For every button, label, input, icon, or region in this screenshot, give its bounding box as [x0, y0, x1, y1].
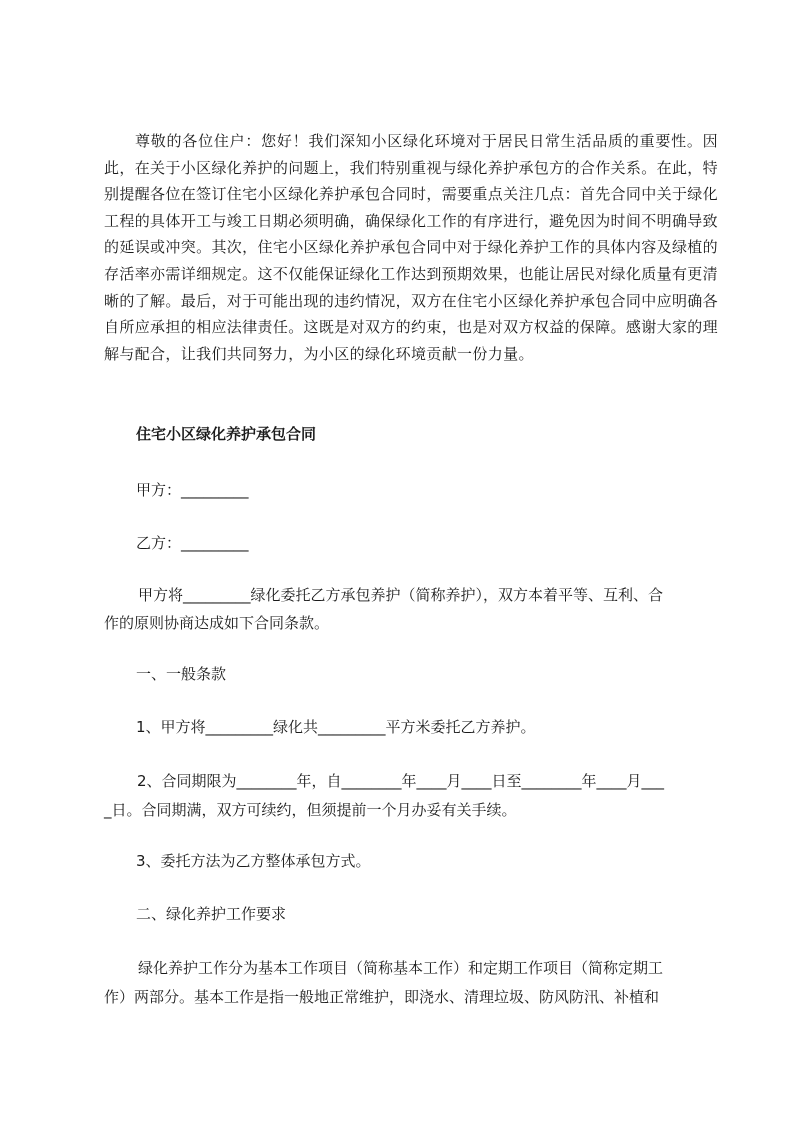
contract-title: 住宅小区绿化养护承包合同 [136, 425, 317, 443]
preamble-line-2: 作的原则协商达成如下合同条款。 [104, 614, 330, 632]
section-2-line-2: 作）两部分。基本工作是指一般地正常维护，即浇水、清理垃圾、防风防汛、补植和 [104, 988, 660, 1006]
clause-1: 1、甲方将_________绿化共_________平方米委托乙方养护。 [136, 718, 536, 736]
section-2-line-1: 绿化养护工作分为基本工作项目（简称基本工作）和定期工作项目（简称定期工 [138, 959, 664, 977]
party-b-field: 乙方：_________ [136, 534, 249, 552]
section-1-heading: 一、一般条款 [136, 665, 227, 683]
intro-paragraph: 尊敬的各位住户：您好！我们深知小区绿化环境对于居民日常生活品质的重要性。因此，在关于小区绿化养护的问题上，我们特别重视与绿化养护承包方的合作关系。在此，特别提醒各位在签订住宅小区绿化养护承包合同时，需要重点关注几点：首先合同中关于绿化工程的具体开工与竣工日期必须明确，确保绿化工作的有序进行，避免因为时间不明确导致的延误或冲突。其次，住宅小区绿化养护承包合同中对于绿化养护工作的具体内容及绿植的存活率亦需详细规定。这不仅能保证绿化工作达到预期效果，也能让居民对绿化质量有更清晰的了解。最后，对于可能出现的违约情况，双方在住宅小区绿化养护承包合同中应明确各自所应承担的相应法律责任。这既是对双方的约束，也是对双方权益的保障。感谢大家的理解与配合，让我们共同努力，为小区的绿化环境贡献一份力量。 [104, 132, 719, 363]
party-a-field: 甲方：_________ [136, 481, 249, 499]
clause-3: 3、委托方法为乙方整体承包方式。 [136, 852, 371, 870]
clause-2-line-2: _日。合同期满，双方可续约，但须提前一个月办妥有关手续。 [104, 801, 517, 819]
preamble-line-1: 甲方将_________绿化委托乙方承包养护（简称养护），双方本着平等、互利、合 [138, 586, 664, 604]
clause-2-line-1: 2、合同期限为________年，自________年____月____日至________年____月___ [137, 772, 665, 790]
section-2-heading: 二、绿化养护工作要求 [136, 905, 287, 923]
